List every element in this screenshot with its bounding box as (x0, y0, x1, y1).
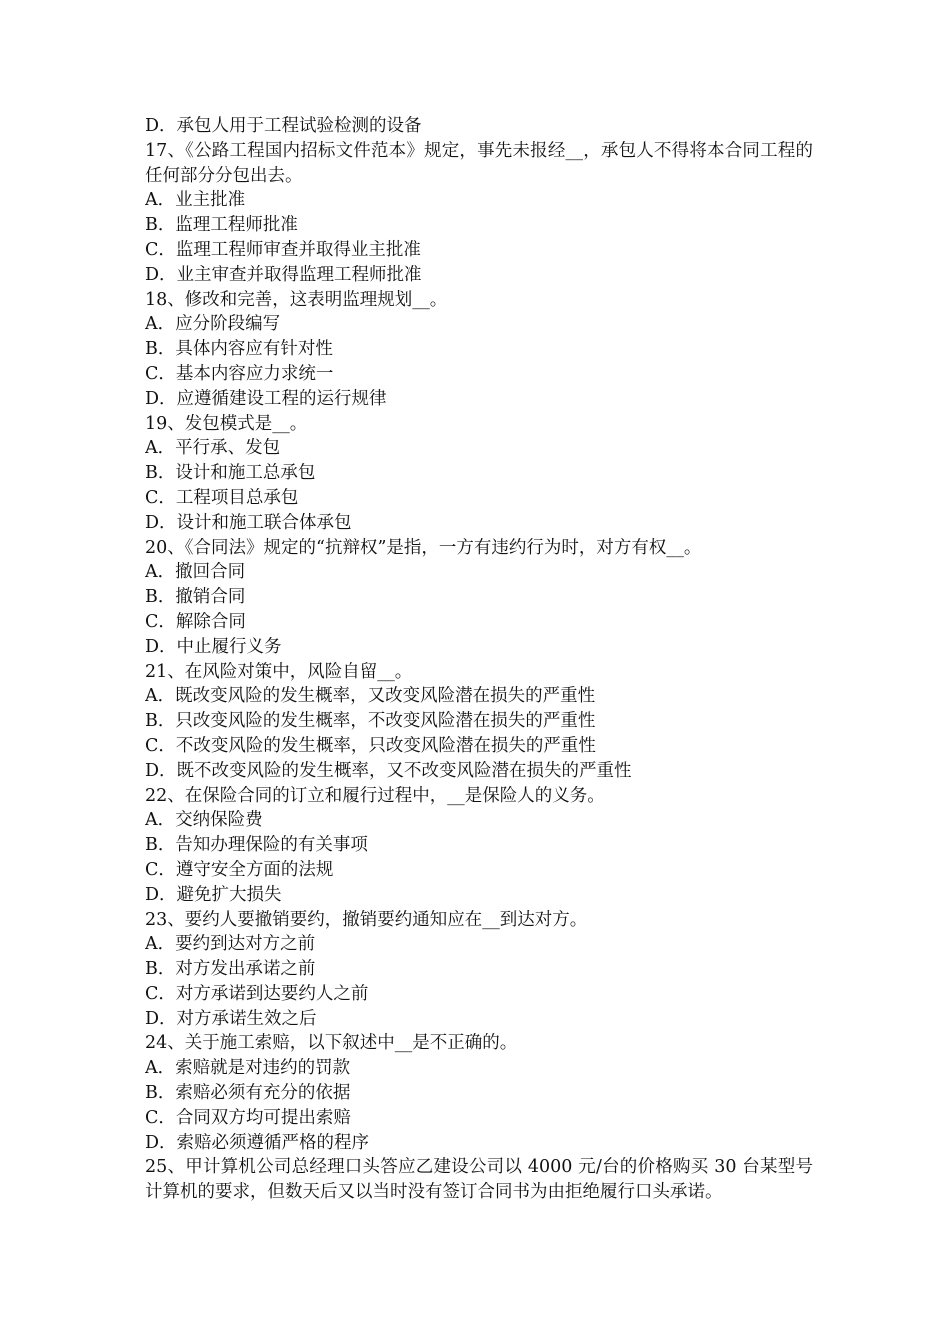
option-d-23: D．对方承诺生效之后 (145, 1008, 317, 1029)
option-a-19: A．平行承、发包 (145, 438, 281, 459)
option-d-17: D．业主审查并取得监理工程师批准 (145, 264, 422, 285)
option-c-19: C．工程项目总承包 (145, 487, 299, 508)
option-b-19: B．设计和施工总承包 (145, 463, 316, 484)
question-21: 21、在风险对策中，风险自留__。 (145, 661, 413, 682)
question-23: 23、要约人要撤销要约，撤销要约通知应在__到达对方。 (145, 909, 588, 930)
question-17: 17、《公路工程国内招标文件范本》规定，事先未报经__，承包人不得将本合同工程的任何部分分包出去。 (145, 140, 813, 186)
option-a-23: A．要约到达对方之前 (145, 934, 316, 955)
option-c-20: C．解除合同 (145, 611, 246, 632)
question-text-block (145, 114, 813, 1205)
option-a-22: A．交纳保险费 (145, 810, 263, 831)
option-b-23: B．对方发出承诺之前 (145, 959, 316, 980)
option-c-22: C．遵守安全方面的法规 (145, 859, 334, 880)
option-d-21: D．既不改变风险的发生概率，又不改变风险潜在损失的严重性 (145, 760, 632, 781)
option-a-21: A．既改变风险的发生概率，又改变风险潜在损失的严重性 (145, 686, 596, 707)
option-d-20: D．中止履行义务 (145, 636, 282, 657)
option-b-20: B．撤销合同 (145, 587, 246, 608)
option-d-22: D．避免扩大损失 (145, 884, 282, 905)
question-24: 24、关于施工索赔，以下叙述中__是不正确的。 (145, 1033, 518, 1054)
option-b-21: B．只改变风险的发生概率，不改变风险潜在损失的严重性 (145, 711, 596, 732)
option-a-18: A．应分阶段编写 (145, 314, 281, 335)
option-c-18: C．基本内容应力求统一 (145, 363, 334, 384)
option-c-21: C．不改变风险的发生概率，只改变风险潜在损失的严重性 (145, 735, 596, 756)
option-a-17: A．业主批准 (145, 190, 246, 211)
question-20: 20、《合同法》规定的“抗辩权”是指，一方有违约行为时，对方有权__。 (145, 537, 702, 558)
option-b-24: B．索赔必须有充分的依据 (145, 1083, 351, 1104)
option-a-24: A．索赔就是对违约的罚款 (145, 1058, 351, 1079)
question-18: 18、修改和完善，这表明监理规划__。 (145, 289, 448, 310)
question-22: 22、在保险合同的订立和履行过程中，__是保险人的义务。 (145, 785, 605, 806)
option-c-17: C．监理工程师审查并取得业主批准 (145, 239, 421, 260)
option-d-16: D．承包人用于工程试验检测的设备 (145, 116, 422, 136)
option-b-22: B．告知办理保险的有关事项 (145, 835, 368, 856)
option-a-20: A．撤回合同 (145, 562, 246, 583)
question-19: 19、发包模式是__。 (145, 413, 308, 434)
option-d-19: D．设计和施工联合体承包 (145, 512, 352, 533)
option-b-17: B．监理工程师批准 (145, 215, 298, 236)
question-25: 25、甲计算机公司总经理口头答应乙建设公司以 4000 元/台的价格购买 30 台某型号计算机的要求，但数天后又以当时没有签订合同书为由拒绝履行口头承诺。 (145, 1157, 813, 1203)
option-c-24: C．合同双方均可提出索赔 (145, 1107, 351, 1128)
option-c-23: C．对方承诺到达要约人之前 (145, 983, 369, 1004)
option-d-18: D．应遵循建设工程的运行规律 (145, 388, 387, 409)
option-d-24: D．索赔必须遵循严格的程序 (145, 1132, 370, 1153)
option-b-18: B．具体内容应有针对性 (145, 339, 333, 360)
